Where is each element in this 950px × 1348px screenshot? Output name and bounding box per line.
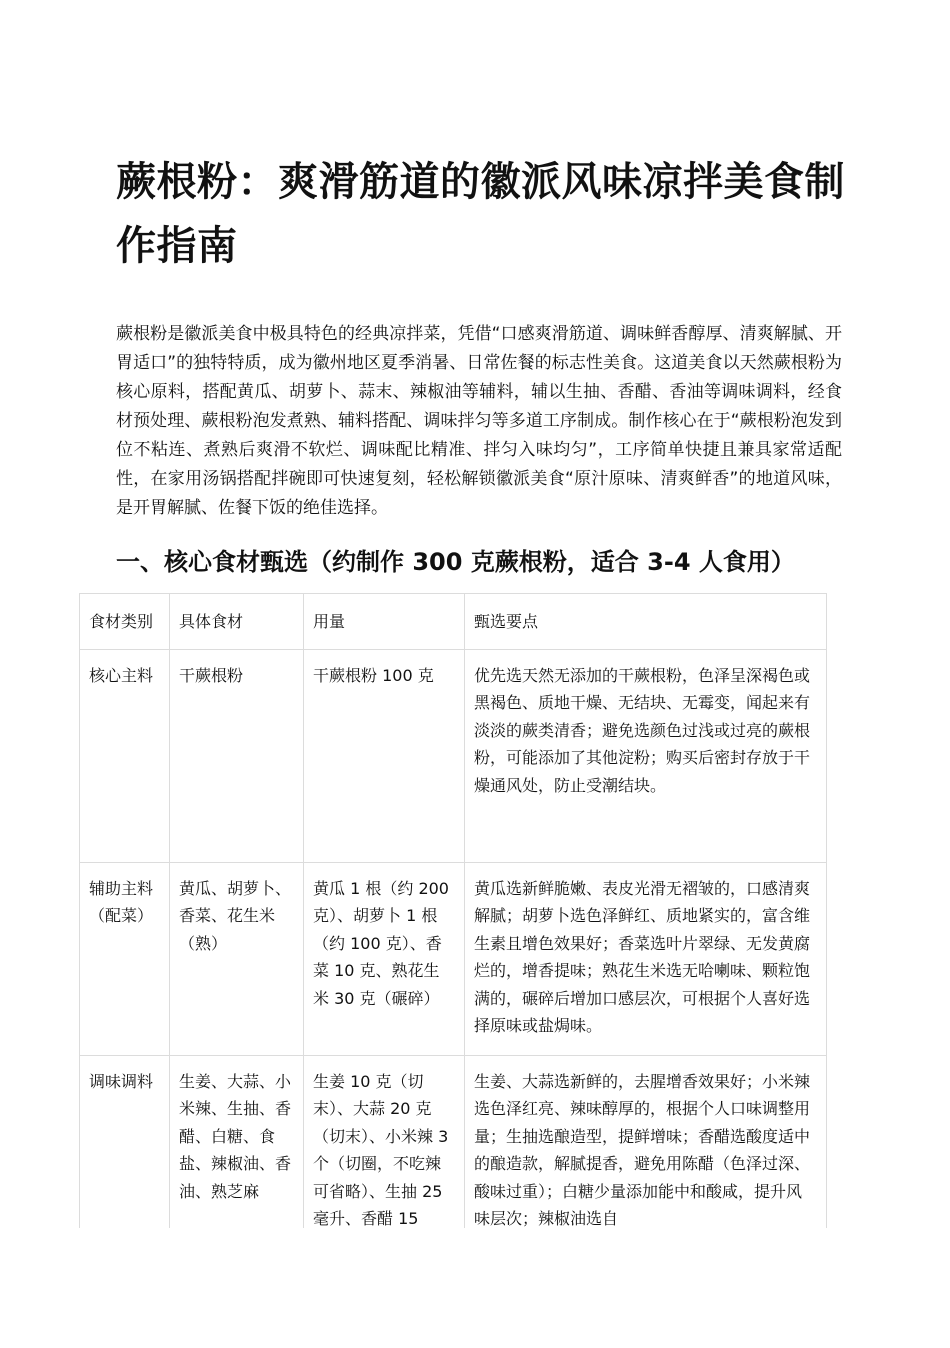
amount-cell: 干蕨根粉 100 克	[304, 649, 465, 862]
column-header: 用量	[304, 594, 465, 650]
items-cell: 黄瓜、胡萝卜、香菜、花生米（熟）	[170, 862, 304, 1055]
category-cell: 核心主料	[80, 649, 170, 862]
amount-cell: 生姜 10 克（切末）、大蒜 20 克（切末）、小米辣 3 个（切圈，不吃辣可省略）、生抽 25 毫升、香醋 15	[304, 1055, 465, 1270]
table-row	[80, 862, 827, 1055]
column-header: 食材类别	[80, 594, 170, 650]
table-header-row	[80, 594, 827, 650]
page-bottom-margin	[70, 1228, 850, 1348]
table-row	[80, 649, 827, 862]
tips-cell: 黄瓜选新鲜脆嫩、表皮光滑无褶皱的，口感清爽解腻；胡萝卜选色泽鲜红、质地紧实的，富含维生素且增色效果好；香菜选叶片翠绿、无发黄腐烂的，增香提味；熟花生米选无哈喇味、颗粒饱满的，碾碎后增加口感层次，可根据个人喜好选择原味或盐焗味。	[465, 862, 827, 1055]
column-header: 具体食材	[170, 594, 304, 650]
section-heading: 一、核心食材甄选（约制作 300 克蕨根粉，适合 3-4 人食用）	[116, 548, 795, 576]
intro-paragraph: 蕨根粉是徽派美食中极具特色的经典凉拌菜，凭借“口感爽滑筋道、调味鲜香醇厚、清爽解腻、开胃适口”的独特特质，成为徽州地区夏季消暑、日常佐餐的标志性美食。这道美食以天然蕨根粉为核心原料，搭配黄瓜、胡萝卜、蒜末、辣椒油等辅料，辅以生抽、香醋、香油等调味调料，经食材预处理、蕨根粉泡发煮熟、辅料搭配、调味拌匀等多道工序制成。制作核心在于“蕨根粉泡发到位不粘连、煮熟后爽滑不软烂、调味配比精准、拌匀入味均匀”，工序简单快捷且兼具家常适配性，在家用汤锅搭配拌碗即可快速复刻，轻松解锁徽派美食“原汁原味、清爽鲜香”的地道风味，是开胃解腻、佐餐下饭的绝佳选择。	[116, 324, 842, 518]
ingredients-table	[79, 593, 827, 1270]
column-header: 甄选要点	[465, 594, 827, 650]
items-cell: 干蕨根粉	[170, 649, 304, 862]
tips-cell: 生姜、大蒜选新鲜的，去腥增香效果好；小米辣选色泽红亮、辣味醇厚的，根据个人口味调整用量；生抽选酿造型，提鲜增味；香醋选酸度适中的酿造款，解腻提香，避免用陈醋（色泽过深、酸味过重）；白糖少量添加能中和酸咸，提升风味层次；辣椒油选自	[465, 1055, 827, 1270]
items-cell: 生姜、大蒜、小米辣、生抽、香醋、白糖、食盐、辣椒油、香油、熟芝麻	[170, 1055, 304, 1270]
page-title: 蕨根粉：爽滑筋道的徽派风味凉拌美食制作指南	[116, 159, 845, 269]
amount-cell: 黄瓜 1 根（约 200 克）、胡萝卜 1 根（约 100 克）、香菜 10 克、熟花生米 30 克（碾碎）	[304, 862, 465, 1055]
tips-cell: 优先选天然无添加的干蕨根粉，色泽呈深褐色或黑褐色、质地干燥、无结块、无霉变，闻起来有淡淡的蕨类清香；避免选颜色过浅或过亮的蕨根粉，可能添加了其他淀粉；购买后密封存放于干燥通风处，防止受潮结块。	[465, 649, 827, 862]
category-cell: 辅助主料（配菜）	[80, 862, 170, 1055]
category-cell: 调味调料	[80, 1055, 170, 1270]
